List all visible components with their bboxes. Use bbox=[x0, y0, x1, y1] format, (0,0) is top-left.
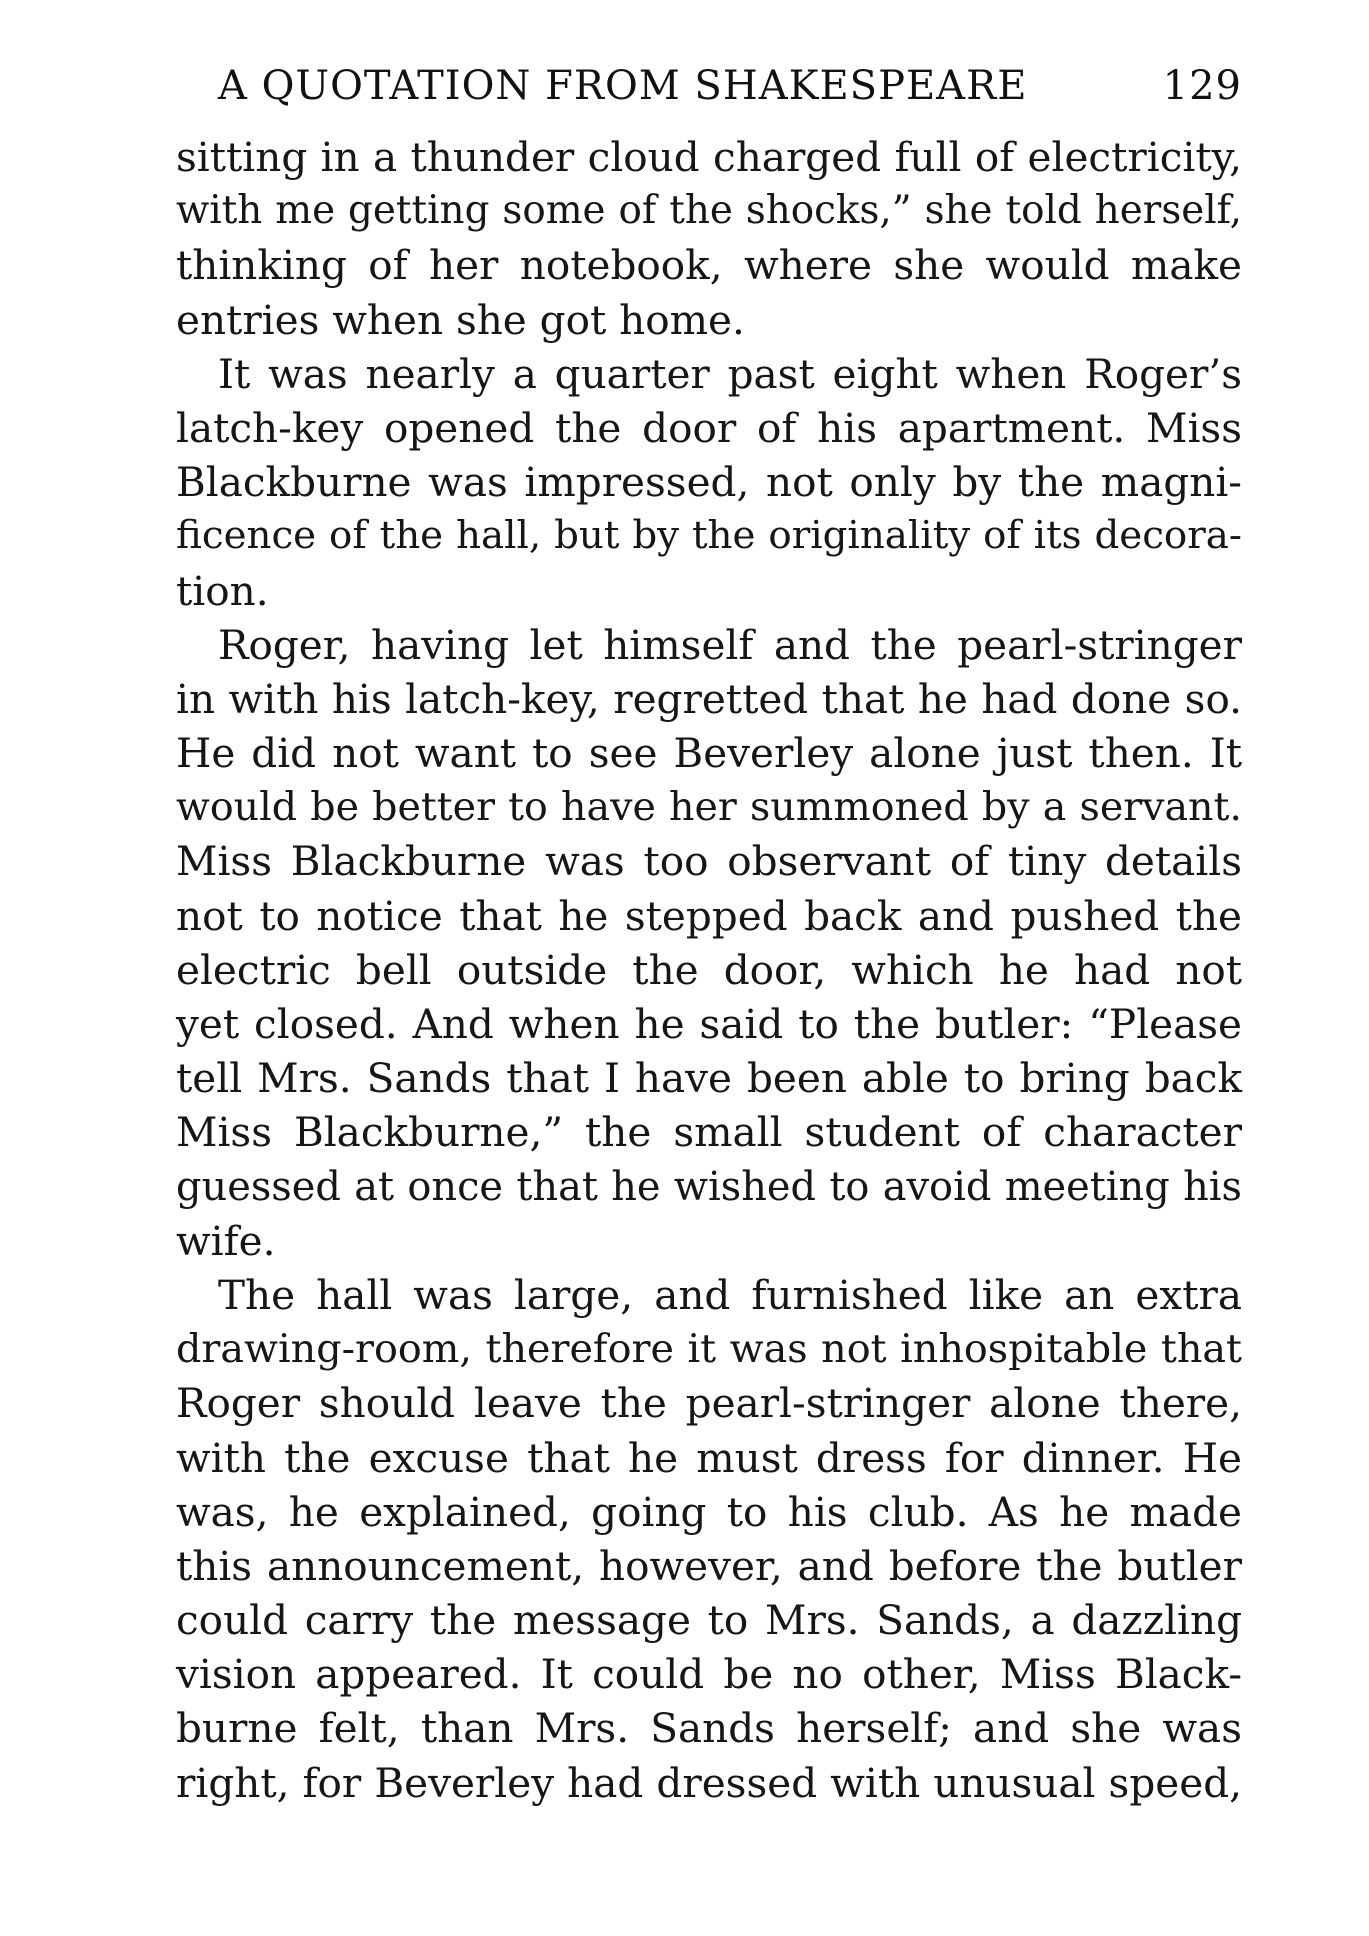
text-line: electric bell outside the door, which he had not bbox=[176, 945, 1242, 994]
running-head bbox=[176, 56, 1242, 116]
text-line: this announcement, however, and before the butler bbox=[176, 1541, 1242, 1590]
text-line: vision appeared. It could be no other, Miss Black- bbox=[176, 1650, 1242, 1699]
paragraph bbox=[176, 347, 1242, 618]
running-head-title: A QUOTATION FROM SHAKESPEARE bbox=[218, 63, 1028, 109]
text-line: entries when she got home. bbox=[176, 295, 745, 344]
text-line: drawing-room, therefore it was not inhospitable that bbox=[176, 1326, 1242, 1373]
text-line: Roger should leave the pearl-stringer alone there, bbox=[176, 1379, 1242, 1428]
text-line: guessed at once that he wished to avoid meeting his bbox=[176, 1163, 1242, 1210]
text-line: yet closed. And when he said to the butler: “Please bbox=[176, 1000, 1242, 1048]
text-line: Miss Blackburne was too observant of tiny details bbox=[176, 837, 1242, 886]
text-line: could carry the message to Mrs. Sands, a dazzling bbox=[176, 1596, 1242, 1645]
text-line: not to notice that he stepped back and pushed the bbox=[176, 891, 1242, 940]
text-line: latch-key opened the door of his apartment. Miss bbox=[176, 403, 1242, 452]
text-line: was, he explained, going to his club. As he made bbox=[176, 1487, 1242, 1536]
body-text bbox=[176, 130, 1242, 1810]
text-line: with me getting some of the shocks,” she told herself, bbox=[176, 188, 1242, 234]
text-line: ficence of the hall, but by the originality of its decora- bbox=[176, 513, 1242, 559]
text-line: He did not want to see Beverley alone just then. It bbox=[176, 729, 1242, 778]
text-line: The hall was large, and furnished like an extra bbox=[218, 1270, 1242, 1319]
paragraph bbox=[176, 130, 1242, 347]
page-number: 129 bbox=[1162, 63, 1242, 109]
text-line: right, for Beverley had dressed with unusual speed, bbox=[176, 1758, 1242, 1807]
text-line: burne felt, than Mrs. Sands herself; and she was bbox=[176, 1704, 1242, 1753]
text-line: thinking of her notebook, where she would make bbox=[176, 241, 1242, 290]
text-line: would be better to have her summoned by a servant. bbox=[176, 784, 1242, 831]
text-line: It was nearly a quarter past eight when Roger’s bbox=[218, 349, 1242, 398]
text-line: wife. bbox=[176, 1216, 276, 1265]
text-line: tion. bbox=[176, 566, 269, 615]
text-line: tell Mrs. Sands that I have been able to bring back bbox=[176, 1054, 1242, 1103]
text-line: Roger, having let himself and the pearl-stringer bbox=[218, 620, 1242, 669]
text-line: Blackburne was impressed, not only by the magni- bbox=[176, 458, 1242, 507]
text-line: Miss Blackburne,” the small student of character bbox=[176, 1108, 1242, 1157]
text-line: with the excuse that he must dress for dinner. He bbox=[176, 1433, 1242, 1482]
paragraph bbox=[176, 618, 1242, 1268]
text-line: sitting in a thunder cloud charged full of electricity, bbox=[176, 133, 1242, 181]
paragraph bbox=[176, 1268, 1242, 1810]
text-line: in with his latch-key, regretted that he had done so. bbox=[176, 674, 1242, 723]
